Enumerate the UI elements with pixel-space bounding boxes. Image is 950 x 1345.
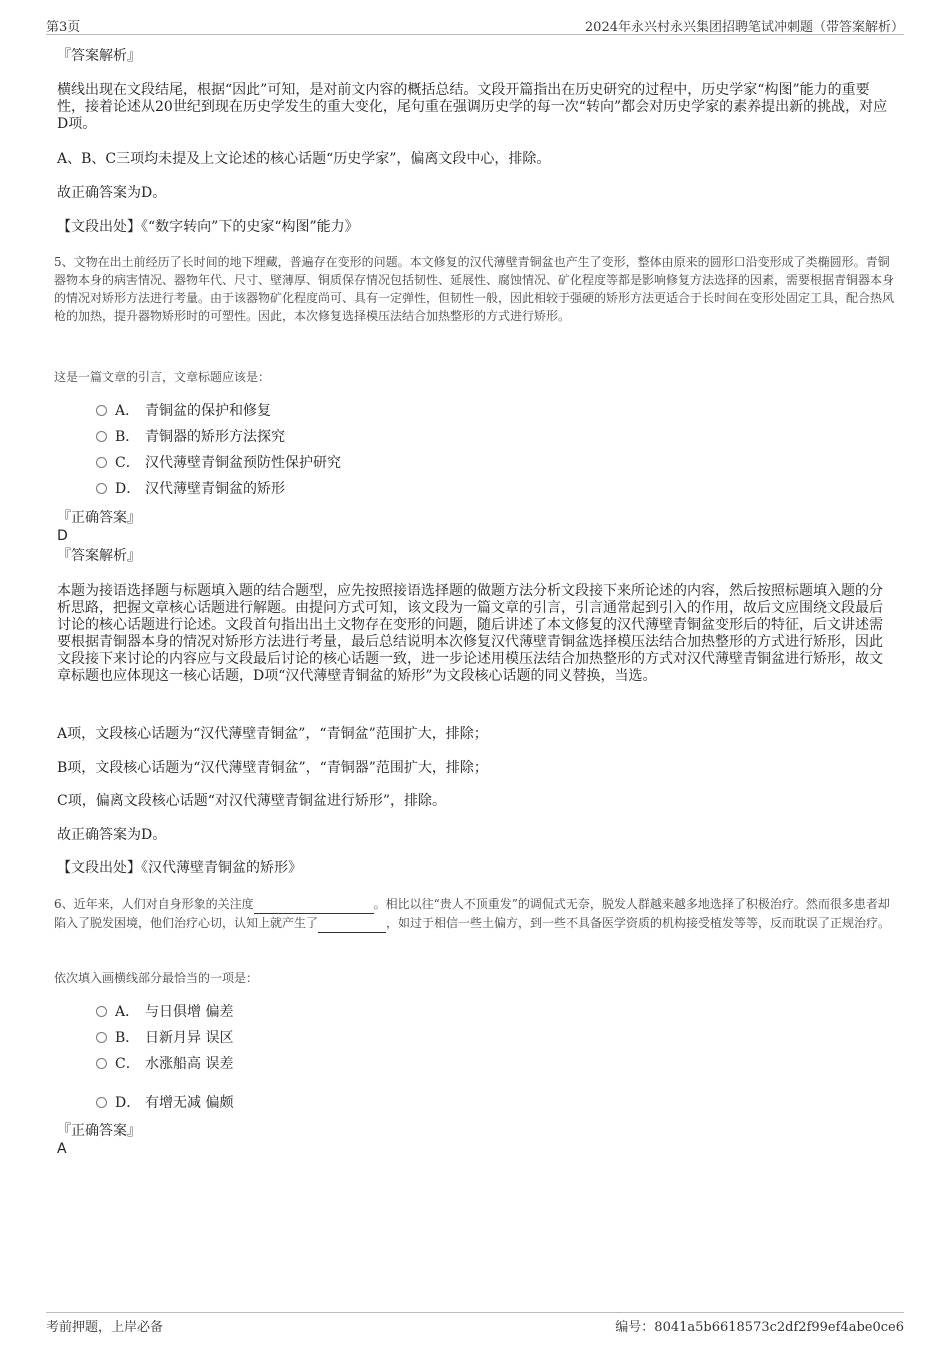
q5-analysis-label: 『答案解析』 [57,548,141,564]
q5-option-a[interactable]: A． 青铜盆的保护和修复 [96,401,271,421]
analysis-label-1: 『答案解析』 [57,48,141,64]
blank-1[interactable] [254,895,374,914]
q5-answer-label: 『正确答案』 [57,510,141,526]
radio-icon[interactable] [96,1058,107,1069]
q5-option-b-reason: B项，文段核心话题为“汉代薄壁青铜盆”，“青铜器”范围扩大，排除； [57,760,488,776]
question-5-text: 5、文物在出土前经历了长时间的地下埋藏，普遍存在变形的问题。本文修复的汉代薄壁青铜盆也产生了变形，整体由原来的圆形口沿变形成了类椭圆形。青铜器物本身的病害情况、器物年代、尺寸、壁薄厚、铜质保存情况包括韧性、延展性、腐蚀情况、矿化程度等都是影响修复方法选择的因素，需要根据青铜器本身的情况对矫形方法进行考量。由于该器物矿化程度尚可、具有一定弹性，但韧性一般，因此相较于强硬的矫形方法更适合于长时间在变形处固定工具，配合热风枪的加热，提升器物矫形时的可塑性。因此，本次修复选择模压法结合加热整形的方式进行矫形。 [54,255,895,323]
radio-icon[interactable] [96,431,107,442]
source-1: 【文段出处】《“数字转向”下的史家“构图”能力》 [57,219,359,235]
document-title: 2024年永兴村永兴集团招聘笔试冲刺题（带答案解析） [584,20,904,35]
q5-conclusion: 故正确答案为D。 [57,827,167,843]
question-6-prompt: 依次填入画横线部分最恰当的一项是： [54,971,259,985]
radio-icon[interactable] [96,1097,107,1108]
radio-icon[interactable] [96,1006,107,1017]
blank-2[interactable] [318,914,386,933]
page-number: 第3页 [46,20,81,35]
q5-option-c-reason: C项，偏离文段核心话题“对汉代薄壁青铜盆进行矫形”，排除。 [57,793,447,809]
footer-code: 编号：8041a5b6618573c2df2f99ef4abe0ce6 [615,1320,904,1335]
q5-answer: D [57,528,68,544]
q6-answer-label: 『正确答案』 [57,1123,141,1139]
q6-option-d[interactable]: D． 有增无减 偏颇 [96,1093,233,1113]
page-header [46,14,904,35]
analysis-paragraph-1: 横线出现在文段结尾，根据“因此”可知，是对前文内容的概括总结。文段开篇指出在历史研究的过程中，历史学家“构图”能力的重要性，接着论述从20世纪到现在历史学发生的重大变化，尾句重在强调历史学的每一次“转向”都会对历史学家的素养提出新的挑战，对应D项。 [57,82,888,132]
q5-option-b[interactable]: B． 青铜器的矫形方法探究 [96,427,285,447]
q5-analysis-text: 本题为接语选择题与标题填入题的结合题型，应先按照接语选择题的做题方法分析文段接下来所论述的内容，然后按照标题填入题的分析思路，把握文章核心话题进行解题。由提问方式可知，该文段为一篇文章的引言，引言通常起到引入的作用，故后文应围绕文段最后讨论的核心话题进行论述。文段首句指出出土文物存在变形的问题，随后讲述了本文修复的汉代薄壁青铜盆变形后的特征，后文讲述需要根据青铜器本身的情况对矫形方法进行考量，最后总结说明本次修复汉代薄壁青铜盆选择模压法结合加热整形的方式进行矫形，因此文段接下来讨论的内容应与文段最后讨论的核心话题一致，进一步论述用模压法结合加热整形的方式对汉代薄壁青铜盆进行矫形，故文章标题也应体现这一核心话题，D项“汉代薄壁青铜盆的矫形”为文段核心话题的同义替换，当选。 [57,583,883,684]
radio-icon[interactable] [96,457,107,468]
q5-option-d[interactable]: D． 汉代薄壁青铜盆的矫形 [96,479,285,499]
q6-option-c[interactable]: C． 水涨船高 误差 [96,1054,233,1074]
q5-option-c[interactable]: C． 汉代薄壁青铜盆预防性保护研究 [96,453,341,473]
footer-slogan: 考前押题，上岸必备 [46,1320,164,1335]
q6-option-a[interactable]: A． 与日俱增 偏差 [96,1002,233,1022]
question-6-text: 6、近年来，人们对自身形象的关注度 。相比以往“贵人不顶重发”的调侃式无奈，脱发人群越来越多地选择了积极治疗。然而很多患者却陷入了脱发困境，他们治疗心切，认知上就产生了 ，如过于相信一些土偏方，到一些不具备医学资质的机构接受植发等等，反而耽误了正规治疗。 [54,895,896,933]
q5-option-a-reason: A项，文段核心话题为“汉代薄壁青铜盆”，“青铜盆”范围扩大，排除； [57,726,488,742]
q5-source: 【文段出处】《汉代薄壁青铜盆的矫形》 [57,860,302,876]
answer-conclusion-1: 故正确答案为D。 [57,185,167,201]
radio-icon[interactable] [96,483,107,494]
q6-option-b[interactable]: B． 日新月异 误区 [96,1028,233,1048]
analysis-paragraph-2: A、B、C三项均未提及上文论述的核心话题“历史学家”，偏离文段中心，排除。 [57,151,551,167]
radio-icon[interactable] [96,1032,107,1043]
radio-icon[interactable] [96,405,107,416]
q6-answer: A [57,1141,67,1157]
page-footer [46,1312,904,1337]
question-5-prompt: 这是一篇文章的引言，文章标题应该是： [54,370,271,384]
